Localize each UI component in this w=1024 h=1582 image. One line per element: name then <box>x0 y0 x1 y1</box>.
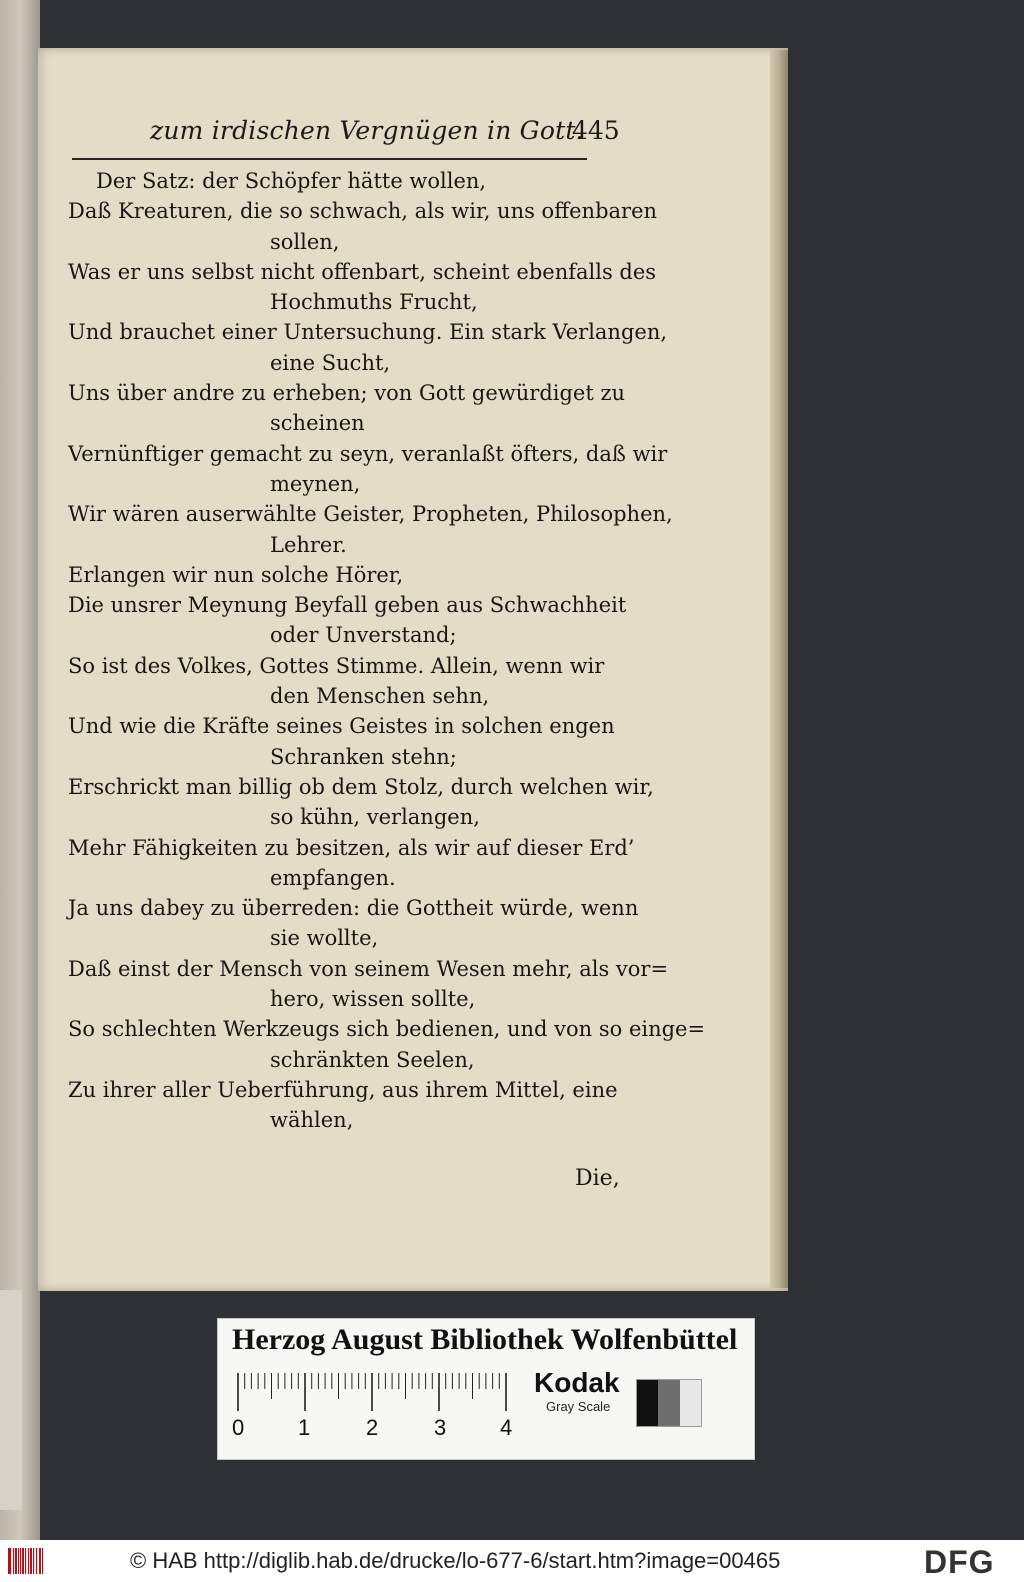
text-line: Uns über andre zu erheben; von Gott gewürdiget zu <box>68 381 626 406</box>
library-label-card <box>217 1318 755 1460</box>
text-line: Was er uns selbst nicht offenbart, scheint ebenfalls des <box>68 259 657 284</box>
barcode-bar <box>8 1548 10 1574</box>
text-line: Wir wären auserwählte Geister, Propheten, Philosophen, <box>68 502 673 527</box>
barcode-icon <box>6 1546 46 1576</box>
text-line: empfangen. <box>270 865 396 890</box>
text-line: scheinen <box>270 411 365 436</box>
gray-swatches <box>636 1379 702 1427</box>
text-line: eine Sucht, <box>270 350 391 375</box>
barcode-bar <box>10 1548 11 1574</box>
text-line: Der Satz: der Schöpfer hätte wollen, <box>96 169 487 193</box>
running-title: zum irdischen Vergnügen in Gott. <box>150 116 584 145</box>
swatch-black <box>637 1380 658 1426</box>
ruler-number: 3 <box>434 1415 447 1440</box>
library-name: Herzog August Bibliothek Wolfenbüttel <box>232 1323 738 1356</box>
barcode-bar <box>39 1548 41 1574</box>
text-line: meynen, <box>270 471 361 496</box>
barcode-bar <box>30 1548 32 1574</box>
text-line: Ja uns dabey zu überreden: die Gottheit würde, wenn <box>68 896 639 921</box>
ruler-number: 1 <box>298 1415 311 1440</box>
text-line: Mehr Fähigkeiten zu besitzen, als wir auf dieser Erd’ <box>68 835 635 860</box>
header-rule <box>72 158 587 160</box>
text-line: schränkten Seelen, <box>270 1047 475 1072</box>
barcode-bar <box>13 1548 14 1574</box>
barcode-bar <box>36 1548 37 1574</box>
scan-holder-edge <box>0 1290 22 1510</box>
page-number: 445 <box>572 116 620 145</box>
barcode-bar <box>25 1548 26 1574</box>
footer-credit-link[interactable]: © HAB http://diglib.hab.de/drucke/lo-677-6/start.htm?image=00465 <box>130 1548 781 1573</box>
barcode-bar <box>42 1548 43 1574</box>
page-header <box>150 116 630 160</box>
text-line: Und brauchet einer Untersuchung. Ein stark Verlangen, <box>68 320 668 345</box>
ruler-number: 0 <box>232 1415 245 1440</box>
text-line: Und wie die Kräfte seines Geistes in solchen engen <box>68 714 615 739</box>
kodak-logo: Kodak <box>534 1367 620 1398</box>
text-line: Hochmuths Frucht, <box>270 290 478 315</box>
text-line: So ist des Volkes, Gottes Stimme. Allein, wenn wir <box>68 653 605 678</box>
text-line: Erlangen wir nun solche Hörer, <box>68 562 404 587</box>
swatch-gray <box>658 1380 679 1426</box>
barcode-bar <box>20 1548 21 1574</box>
text-line: Lehrer. <box>270 532 347 557</box>
page-right-edge <box>770 50 788 1288</box>
text-line: Schranken stehn; <box>270 744 457 769</box>
ruler-number: 4 <box>500 1415 513 1440</box>
text-line: Zu ihrer aller Ueberführung, aus ihrem Mittel, eine <box>68 1077 618 1102</box>
adjacent-page-edge <box>0 0 40 1540</box>
text-line: Vernünftiger gemacht zu seyn, veranlaßt öfters, daß wir <box>68 441 668 466</box>
text-line: hero, wissen sollte, <box>270 987 476 1012</box>
ruler-scale <box>236 1371 511 1411</box>
gray-scale-caption: Gray Scale <box>546 1399 611 1414</box>
text-line: den Menschen sehn, <box>270 684 490 709</box>
barcode-bar <box>15 1548 17 1574</box>
barcode-bar <box>22 1548 24 1574</box>
barcode-bar <box>28 1548 29 1574</box>
barcode-bar <box>33 1548 34 1574</box>
text-line: oder Unverstand; <box>270 623 457 648</box>
swatch-white <box>680 1380 701 1426</box>
text-line: wählen, <box>270 1108 354 1133</box>
text-line: So schlechten Werkzeugs sich bedienen, und von so einge= <box>68 1017 706 1042</box>
text-line: Daß einst der Mensch von seinem Wesen mehr, als vor= <box>68 956 669 981</box>
dfg-logo: DFG <box>924 1544 995 1580</box>
text-line: sollen, <box>270 229 340 254</box>
text-line: Die unsrer Meynung Beyfall geben aus Schwachheit <box>68 593 627 618</box>
text-line: Daß Kreaturen, die so schwach, als wir, uns offenbaren <box>68 199 658 224</box>
barcode-bar <box>18 1548 19 1574</box>
text-line: Erschrickt man billig ob dem Stolz, durch welchen wir, <box>68 774 654 799</box>
footer-bar <box>0 1540 1024 1582</box>
text-line: sie wollte, <box>270 926 379 951</box>
body-text <box>68 166 706 1136</box>
ruler-numbers <box>232 1415 522 1443</box>
ruler-number: 2 <box>366 1415 379 1440</box>
text-line: so kühn, verlangen, <box>270 805 480 830</box>
catchword: Die, <box>575 1166 620 1191</box>
